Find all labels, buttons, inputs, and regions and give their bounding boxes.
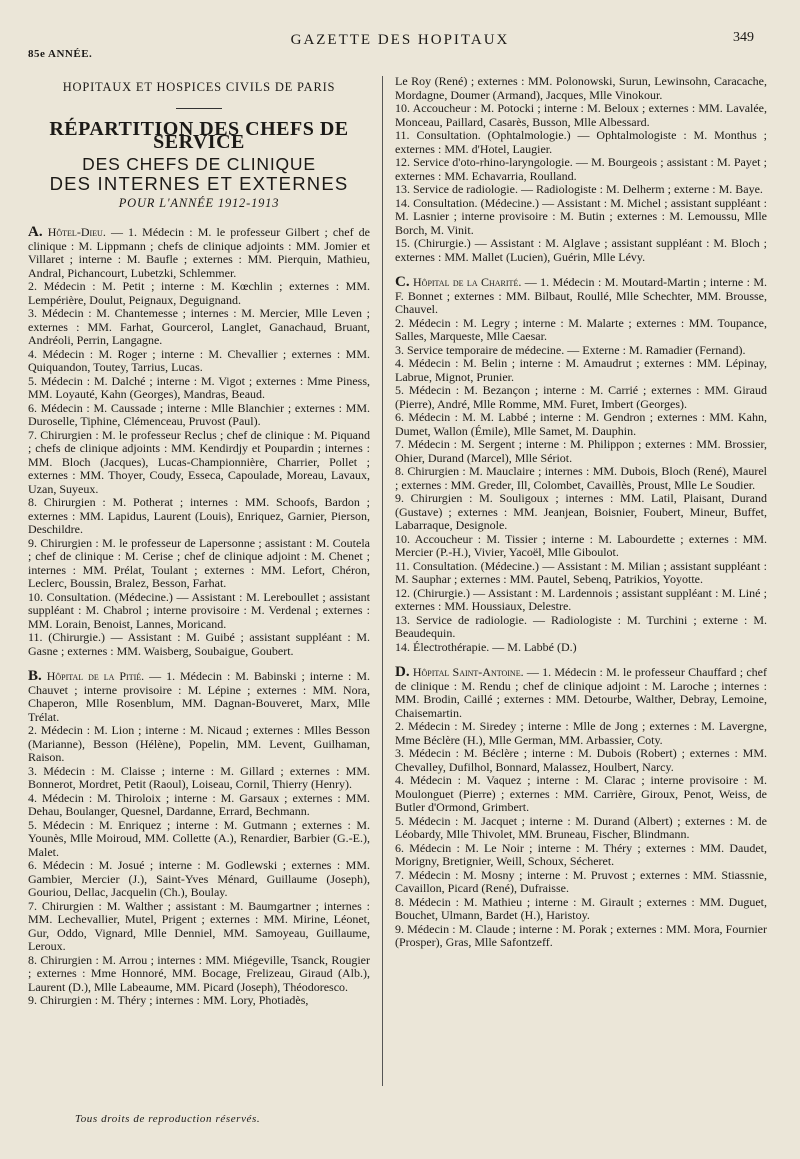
service-entry: 2. Médecin : M. Siredey ; interne : Mlle de Jong ; externes : M. Lavergne, Mme Béclère (H.), Mlle German, MM. Arbassier, Coty. (395, 719, 767, 747)
section-letter: D. (395, 664, 410, 680)
service-entry: 9. Chirurgien : M. le professeur de Lapersonne ; assistant : M. Coutela ; chef de clinique : M. Cerise ; chef de clinique adjoint : M. Chenet ; internes : MM. Prélat, Toulant ; externes : MM. Lefort, Chéron, Leclerc, Boussin, Bralez, Besson, Farhat. (28, 535, 370, 590)
section-letter: C. (395, 274, 410, 290)
section-b-heading (28, 670, 370, 724)
service-entry: 5. Médecin : M. Enriquez ; interne : M. Gutmann ; externes : M. Younès, Mlle Moiroud, MM. Collette (A.), Renardier, Barbier (G.-E.), Malet. (28, 817, 370, 859)
hospital-name: Hôtel-Dieu. (47, 225, 106, 239)
section-letter: B. (28, 668, 42, 684)
service-entry: 10. Accoucheur : M. Potocki ; interne : M. Beloux ; externes : MM. Lavalée, Monceau, Paillard, Casarès, Busson, Mlle Albessard. (395, 101, 767, 129)
service-entry: 11. (Chirurgie.) — Assistant : M. Guibé ; assistant suppléant : M. Gasne ; externes : MM. Waisberg, Soubaigue, Goubert. (28, 630, 370, 658)
service-entry: 4. Médecin : M. Vaquez ; interne : M. Clarac ; interne provisoire : M. Moulonguet (Pierre) ; externes : MM. Carrière, Giroux, Penot, Weiss, de Butler d'Ormond, Grimbert. (395, 773, 767, 814)
service-entry: 2. Médecin : M. Legry ; interne : M. Malarte ; externes : MM. Toupance, Salles, Marqueste, Mlle Caesar. (395, 315, 767, 343)
service-entry: 8. Chirurgien : M. Arrou ; internes : MM. Miégeville, Tsanck, Rougier ; externes : Mme Honnoré, MM. Bocage, Frelizeau, Giraud (Alb.), Laurent (D.), Mlle Labeaume, MM. Picard (Joseph), Théodoresco. (28, 952, 370, 994)
service-entry: 6. Médecin : M. Caussade ; interne : Mlle Blanchier ; externes : MM. Duroselle, Tiphine, Clémenceau, Pruvost (Paul). (28, 400, 370, 428)
page-number: 349 (733, 30, 754, 45)
service-entry: 5. Médecin : M. Dalché ; interne : M. Vigot ; externes : Mme Piness, MM. Loyauté, Kahn (Georges), Mandras, Beaud. (28, 373, 370, 401)
service-entry: 14. Consultation. (Médecine.) — Assistant : M. Michel ; assistant suppléant : M. Lasnier ; interne provisoire : M. Butin ; externes : M. Lemoussu, Mlle Borch, M. Vinit. (395, 195, 767, 237)
service-entry: 14. Électrothérapie. — M. Labbé (D.) (395, 639, 577, 654)
service-entry: 5. Médecin : M. Bezançon ; interne : M. Carrié ; externes : MM. Giraud (Pierre), André, Mlle Romme, MM. Furet, Imbert (Georges). (395, 383, 767, 411)
section-d-heading (395, 666, 767, 720)
service-entry: 6. Médecin : M. Josué ; interne : M. Godlewski ; externes : MM. Gambier, Mercier (J.), Saint-Yves Ménard, Guillaume (Joseph), Gouriou, Dellac, Jacquelin (Ch.), Boulay. (28, 858, 370, 899)
service-entry: 12. Service d'oto-rhino-laryngologie. — M. Bourgeois ; assistant : M. Payet ; externes : MM. Echavarria, Roulland. (395, 155, 767, 183)
title-rule (176, 108, 222, 109)
service-entry: 10. Consultation. (Médecine.) — Assistant : M. Lereboullet ; assistant suppléant : M. Chabrol ; interne provisoire : M. Verdenal ; externes : MM. Lorain, Benoist, Lannes, Moricand. (28, 589, 370, 631)
article-year: POUR L'ANNÉE 1912-1913 (118, 195, 280, 210)
section-letter: A. (28, 224, 43, 240)
service-entry: 2. Médecin : M. Petit ; interne : M. Kœchlin ; externes : MM. Lempérière, Doulut, Peignaux, Deguignand. (28, 279, 370, 307)
service-entry: 2. Médecin : M. Lion ; interne : M. Nicaud ; externes : Mlles Besson (Marianne), Besson (Hélène), Popelin, MM. Levent, Guilhaman, Raison. (28, 723, 370, 764)
service-entry: 7. Médecin : M. Sergent ; interne : M. Philippon ; externes : MM. Brossier, Ohier, Durand (Marcel), Mlle Sériot. (395, 437, 767, 465)
service-entry: 15. (Chirurgie.) — Assistant : M. Alglave ; assistant suppléant : M. Bloch ; externes : MM. Mallet (Lucien), Guérin, Mlle Lévy. (395, 236, 767, 264)
service-entry: 4. Médecin : M. Roger ; interne : M. Chevallier ; externes : MM. Quiquandon, Toutey, Tarrius, Lucas. (28, 346, 370, 374)
service-entry: 10. Accoucheur : M. Tissier ; interne : M. Labourdette ; externes : MM. Mercier (P.-H.), Vivier, Yacoël, Mlle Giboulot. (395, 531, 767, 559)
service-entry: 9. Chirurgien : M. Souligoux ; internes : MM. Latil, Plaisant, Durand (Gustave) ; externes : MM. Jeanjean, Boisnier, Foubert, Mineur, Buffet, Labarraque, Designole. (395, 491, 767, 532)
section-a-heading (28, 226, 370, 280)
service-entry: Le Roy (René) ; externes : MM. Polonowski, Surun, Lewinsohn, Caracache, Mordagne, Doumer (Armand), Jacques, Mlle Vinokour. (395, 74, 767, 102)
hospital-name: Hôpital de la Pitié. (46, 669, 145, 683)
service-entry: 7. Médecin : M. Mosny ; interne : M. Pruvost ; externes : MM. Stiassnie, Cavaillon, Picard (René), Dufraisse. (395, 867, 767, 895)
service-entry: 5. Médecin : M. Jacquet ; interne : M. Durand (Albert) ; externes : M. de Léobardy, Mlle Thivolet, MM. Bruneau, Fischer, Blindmann. (395, 813, 767, 841)
service-entry: 4. Médecin : M. Thiroloix ; interne : M. Garsaux ; externes : MM. Dehau, Boulanger, Quesnel, Dardanne, Errard, Bechmann. (28, 790, 370, 818)
right-column (395, 75, 767, 950)
service-entry: 11. Consultation. (Médecine.) — Assistant : M. Milian ; assistant suppléant : M. Sauphar ; externes : MM. Pautel, Sebenq, Patrikios, Yoyotte. (395, 558, 767, 586)
hospital-name: Hôpital de la Charité. (413, 275, 522, 289)
service-entry: 9. Médecin : M. Claude ; interne : M. Porak ; externes : MM. Mora, Fournier (Prosper), Gras, Mlle Safontzeff. (395, 921, 767, 949)
article-subtitle-2: DES INTERNES ET EXTERNES (49, 173, 349, 194)
page-header (0, 22, 800, 62)
service-entry: 3. Médecin : M. Chantemesse ; internes : M. Mercier, Mlle Leven ; externes : MM. Farhat, Gourcerol, Langlet, Ganachaud, Bruant, Andréoli, Perrin, Langagne. (28, 306, 370, 347)
article-subtitle-1: DES CHEFS DE CLINIQUE (82, 153, 316, 174)
service-entry: 4. Médecin : M. Belin ; interne : M. Amaudrut ; externes : MM. Lépinay, Labrue, Mignot, Prunier. (395, 356, 767, 384)
service-entry: — 1. Médecin : M. le professeur Chauffard ; chef de clinique : M. Rendu ; chef de clinique adjoint : M. Laroche ; internes : MM. Brodin, Caillé ; externes : MM. Detourbe, Walther, Debray, Lemoine, Chaisemartin. (395, 665, 767, 720)
service-entry: 7. Chirurgien : M. Walther ; assistant : M. Baumgartner ; internes : MM. Lechevallier, Mutel, Prigent ; externes : MM. Mirine, Léonet, Gur, Oddo, Vignard, Mlle Denniel, MM. Samoyeau, Guillaume, Leroux. (28, 898, 370, 953)
service-entry: — 1. Médecin : M. Babinski ; interne : M. Chauvet ; interne provisoire : M. Lépine ; externes : MM. Nora, Chaperon, Mlle Rosenblum, MM. Dagnan-Bouveret, Marx, Mlle Trélat. (28, 669, 370, 724)
left-column (28, 75, 370, 1008)
service-entry: 8. Médecin : M. Mathieu ; interne : M. Girault ; externes : MM. Duguet, Bouchet, Ulmann, Bardet (H.), Haristoy. (395, 894, 767, 922)
service-entry: — 1. Médecin : M. le professeur Gilbert ; chef de clinique : M. Lippmann ; chefs de clinique adjoints : MM. Jomier et Villaret ; interne : M. Baufle ; externes : MM. Pierquin, Mathieu, Andral, Pichancourt, Lubetzki, Schlemmer. (28, 225, 371, 280)
service-entry: 7. Chirurgien : M. le professeur Reclus ; chef de clinique : M. Piquand ; chefs de clinique adjoints : MM. Kendirdjy et Poupardin ; internes : MM. Bloch (Jacques), Lucas-Championnière, Charrier, Pollet ; externes : MM. Thoyer, Coudy, Esseca, Capoulade, Moreau, Lavaux, Uzan, Suyeux. (28, 427, 370, 496)
column-divider (382, 76, 383, 1086)
service-entry: 3. Médecin : M. Béclère ; interne : M. Dubois (Robert) ; externes : MM. Chevalley, Dufilhol, Bonnard, Malassez, Houlbert, Narcy. (395, 746, 767, 774)
service-entry: 6. Médecin : M. Le Noir ; interne : M. Théry ; externes : MM. Daudet, Morigny, Bretignier, Weill, Schoux, Sécheret. (395, 840, 767, 868)
service-entry: 13. Service de radiologie. — Radiologiste : M. Delherm ; externe : M. Baye. (395, 182, 763, 196)
journal-title: GAZETTE DES HOPITAUX (290, 32, 510, 48)
service-entry: 3. Médecin : M. Claisse ; interne : M. Gillard ; externes : MM. Bonnerot, Mordret, Petit (Raoul), Loiseau, Cornil, Thierry (Henry). (28, 763, 370, 791)
service-entry: 11. Consultation. (Ophtalmologie.) — Ophtalmologiste : M. Monthus ; externes : MM. d'Hotel, Laugier. (395, 128, 767, 156)
service-entry: 3. Service temporaire de médecine. — Externe : M. Ramadier (Fernand). (395, 342, 746, 357)
article-title: RÉPARTITION DES CHEFS DE SERVICE (49, 117, 349, 153)
year-of-publication: 85e ANNÉE. (28, 48, 93, 60)
service-entry: 8. Chirurgien : M. Potherat ; internes : MM. Schoofs, Bardon ; externes : MM. Lapidus, Laurent (Louis), Enriquez, Garnier, Pierson, Deschildre. (28, 495, 370, 536)
service-entry: 9. Chirurgien : M. Théry ; internes : MM. Lory, Photiadès, (28, 993, 309, 1007)
section-c-heading (395, 276, 767, 317)
service-entry: 13. Service de radiologie. — Radiologiste : M. Turchini ; externe : M. Beaudequin. (395, 612, 767, 640)
service-entry: — 1. Médecin : M. Moutard-Martin ; interne : M. F. Bonnet ; externes : MM. Bilbaut, Roullé, Mlle Schechter, MM. Brousse, Chauvel. (395, 275, 767, 316)
service-entry: 8. Chirurgien : M. Mauclaire ; internes : MM. Dubois, Bloch (René), Maurel ; externes : MM. Greder, Ill, Colombet, Cavaillès, Proust, Mlle Le Soudier. (395, 464, 767, 492)
service-entry: 6. Médecin : M. M. Labbé ; interne : M. Gendron ; externes : MM. Kahn, Dumet, Wallon (Émile), Mlle Samet, M. Dauphin. (395, 410, 767, 438)
section-heading: HOPITAUX ET HOSPICES CIVILS DE PARIS (62, 80, 336, 94)
hospital-name: Hôpital Saint-Antoine. (412, 665, 524, 679)
service-entry: 12. (Chirurgie.) — Assistant : M. Lardennois ; assistant suppléant : M. Liné ; externes : MM. Houssiaux, Delestre. (395, 585, 767, 613)
copyright-notice: Tous droits de reproduction réservés. (75, 1113, 261, 1125)
